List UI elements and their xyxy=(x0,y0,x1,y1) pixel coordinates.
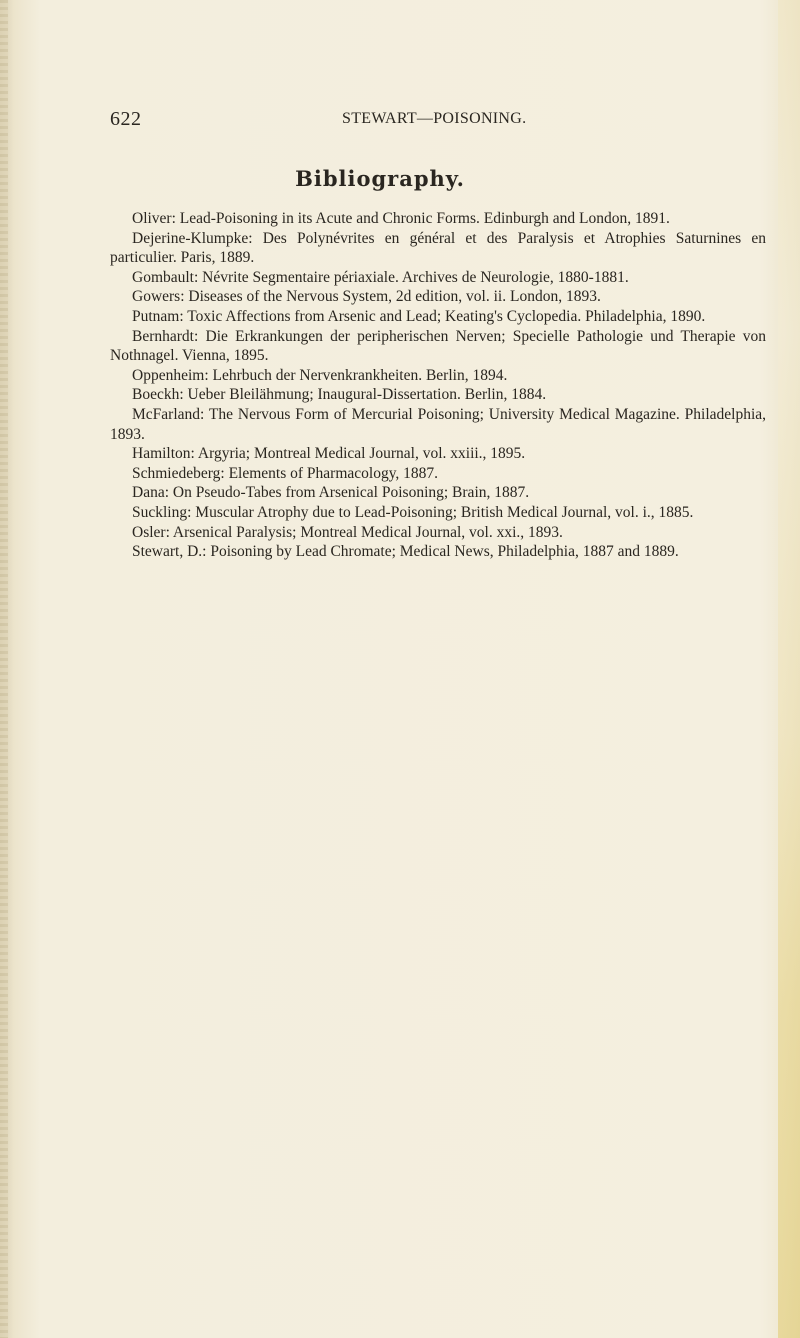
running-head: STEWART—POISONING. xyxy=(342,110,527,127)
bibliography-entry: Suckling: Muscular Atrophy due to Lead-Poisoning; British Medical Journal, vol. i., 1885. xyxy=(132,503,694,521)
page-number: 622 xyxy=(110,108,142,130)
bibliography-entry: Schmiedeberg: Elements of Pharmacology, 1887. xyxy=(132,464,439,482)
bibliography-entry: Dejerine-Klumpke: Des Polynévrites en général et des Paralysis et Atrophies Saturnines en particulier. Paris, 1889. xyxy=(110,229,766,267)
bibliography-entry: Gombault: Névrite Segmentaire périaxiale. Archives de Neurologie, 1880-1881. xyxy=(132,268,629,286)
bibliography-entry: Dana: On Pseudo-Tabes from Arsenical Poisoning; Brain, 1887. xyxy=(132,484,530,502)
bibliography-entry: Bernhardt: Die Erkrankungen der peripherischen Nerven; Specielle Pathologie und Therapie von Nothnagel. Vienna, 1895. xyxy=(110,327,766,365)
bibliography-entry: Oppenheim: Lehrbuch der Nervenkrankheiten. Berlin, 1894. xyxy=(132,366,508,384)
bibliography-entry: Osler: Arsenical Paralysis; Montreal Medical Journal, vol. xxi., 1893. xyxy=(132,523,563,541)
page-binding-edge xyxy=(0,0,8,1338)
bibliography-entry: Oliver: Lead-Poisoning in its Acute and Chronic Forms. Edinburgh and London, 1891. xyxy=(132,210,670,227)
page-outer-edge xyxy=(778,0,800,1338)
bibliography-entry: Gowers: Diseases of the Nervous System, 2d edition, vol. ii. London, 1893. xyxy=(132,288,601,306)
bibliography-entry: Putnam: Toxic Affections from Arsenic and Lead; Keating's Cyclopedia. Philadelphia, 1890. xyxy=(132,307,706,325)
page-header xyxy=(110,108,670,132)
bibliography-entry: McFarland: The Nervous Form of Mercurial Poisoning; University Medical Magazine. Philadelphia, 1893. xyxy=(110,405,766,443)
bibliography-entry: Hamilton: Argyria; Montreal Medical Journal, vol. xxiii., 1895. xyxy=(132,445,526,463)
section-title: Bibliography. xyxy=(295,166,465,191)
bibliography-entry: Stewart, D.: Poisoning by Lead Chromate; Medical News, Philadelphia, 1887 and 1889. xyxy=(132,543,679,561)
bibliography-list xyxy=(110,209,766,562)
bibliography-entry: Boeckh: Ueber Bleilähmung; Inaugural-Dissertation. Berlin, 1884. xyxy=(132,386,547,404)
